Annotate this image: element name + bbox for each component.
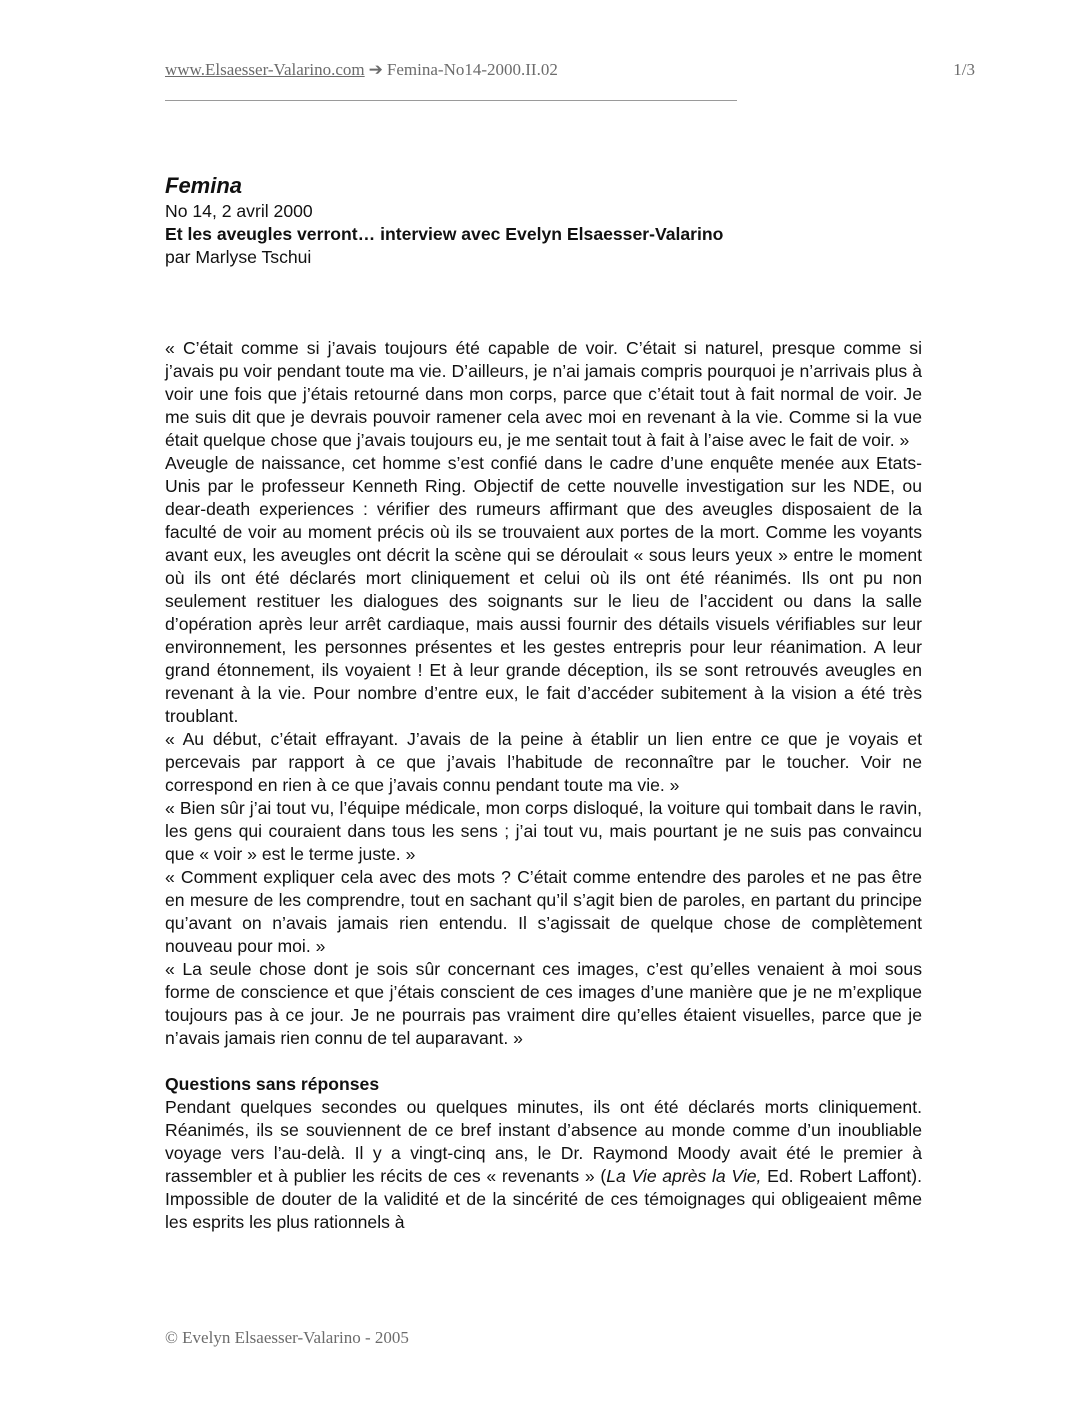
- arrow-icon: ➔: [368, 60, 383, 79]
- article-content: [165, 172, 922, 1234]
- section-text-start: Pendant quelques secondes ou quelques minutes, ils ont été déclarés morts cliniquement. Réanimés, ils se souviennent de ce bref instant d’absence au monde comme d’un inoubliable voyage vers l’au-delà. Il y a vingt-cinq ans, le Dr. Raymond Moody avait été le premier à rassembler et à publier les récits de ces « revenants » (: [165, 1097, 922, 1186]
- header-divider: [165, 100, 737, 101]
- page-header: [165, 60, 975, 80]
- section-paragraph: [165, 1096, 922, 1234]
- article-title: Et les aveugles verront… interview avec Evelyn Elsaesser-Valarino: [165, 224, 724, 244]
- page-footer: © Evelyn Elsaesser-Valarino - 2005: [165, 1328, 409, 1347]
- section-text-end: Ed. Robert Laffont). Impossible de douter de la validité et de la sincérité de ces témoignages qui obligeaient même les esprits les plus rationnels à: [165, 1166, 922, 1232]
- article-author: par Marlyse Tschui: [165, 247, 312, 267]
- page-number: 1/3: [953, 60, 975, 79]
- paragraph: Aveugle de naissance, cet homme s’est confié dans le cadre d’une enquête menée aux Etats-Unis par le professeur Kenneth Ring. Objectif de cette nouvelle investigation sur les NDE, ou dear-death experiences : vérifier des rumeurs affirmant que des aveugles disposaient de la faculté de voir au moment précis où ils se trouvaient aux portes de la mort. Comme les voyants avant eux, les aveugles ont décrit la scène qui se déroulait « sous leurs yeux » entre le moment où ils ont été déclarés mort cliniquement et celui où ils ont été réanimés. Ils ont pu non seulement restituer les dialogues des soignants sur le lieu de l’accident ou dans la salle d’opération après leur arrêt cardiaque, mais aussi fournir des détails visuels vérifiables sur leur environnement, les personnes présentes et les gestes entrepris pour leur réanimation. A leur grand étonnement, ils voyaient ! Et à leur grande déception, ils se sont retrouvés aveugles en revenant à la vie. Pour nombre d’entre eux, le fait d’accéder subitement à la vision a été très troublant.: [165, 453, 922, 726]
- paragraph: « Comment expliquer cela avec des mots ? C’était comme entendre des paroles et ne pas être en mesure de les comprendre, tout en sachant qu’il s’agit bien de paroles, en partant du principe qu’avant on n’avais jamais rien entendu. Il s’agissait de quelque chose de complètement nouveau pour moi. »: [165, 867, 922, 956]
- publication-title: Femina: [165, 173, 243, 198]
- paragraph: « Au début, c’était effrayant. J’avais de la peine à établir un lien entre ce que je voyais et percevais par rapport à ce que j’avais l’habitude de reconnaître par le toucher. Voir ne correspond en rien à ce que j’avais connu pendant toute ma vie. »: [165, 729, 922, 795]
- paragraph: « C’était comme si j’avais toujours été capable de voir. C’était si naturel, presque comme si j’avais pu voir pendant toute ma vie. D’ailleurs, je n’ai jamais compris pourquoi je n’arrivais plus à voir une fois que j’étais retourné dans mon corps, parce que c’était tout à fait normal de voir. Je me suis dit que je devrais pouvoir ramener cela avec moi en revenant à la vie. Comme si la vue était quelque chose que j’avais toujours eu, je me sentait tout à fait à l’aise avec le fait de voir. »: [165, 338, 922, 450]
- paragraph: « Bien sûr j’ai tout vu, l’équipe médicale, mon corps disloqué, la voiture qui tombait dans le ravin, les gens qui couraient dans tous les sens ; j’ai tout vu, mais pourtant je ne suis pas convaincu que « voir » est le terme juste. »: [165, 798, 922, 864]
- site-link[interactable]: www.Elsaesser-Valarino.com: [165, 60, 365, 79]
- doc-reference: Femina-No14-2000.II.02: [386, 60, 558, 79]
- paragraph: « La seule chose dont je sois sûr concernant ces images, c’est qu’elles venaient à moi sous forme de conscience et que j’étais conscient de ces images d’une manière que je ne m’explique toujours pas à ce jour. Je ne pourrais pas vraiment dire qu’elles étaient visuelles, parce que je n’avais jamais rien connu de tel auparavant. »: [165, 959, 922, 1048]
- section-heading: Questions sans réponses: [165, 1074, 380, 1094]
- article-body: [165, 337, 922, 1234]
- issue-date: No 14, 2 avril 2000: [165, 201, 313, 221]
- book-title: La Vie après la Vie,: [606, 1166, 762, 1186]
